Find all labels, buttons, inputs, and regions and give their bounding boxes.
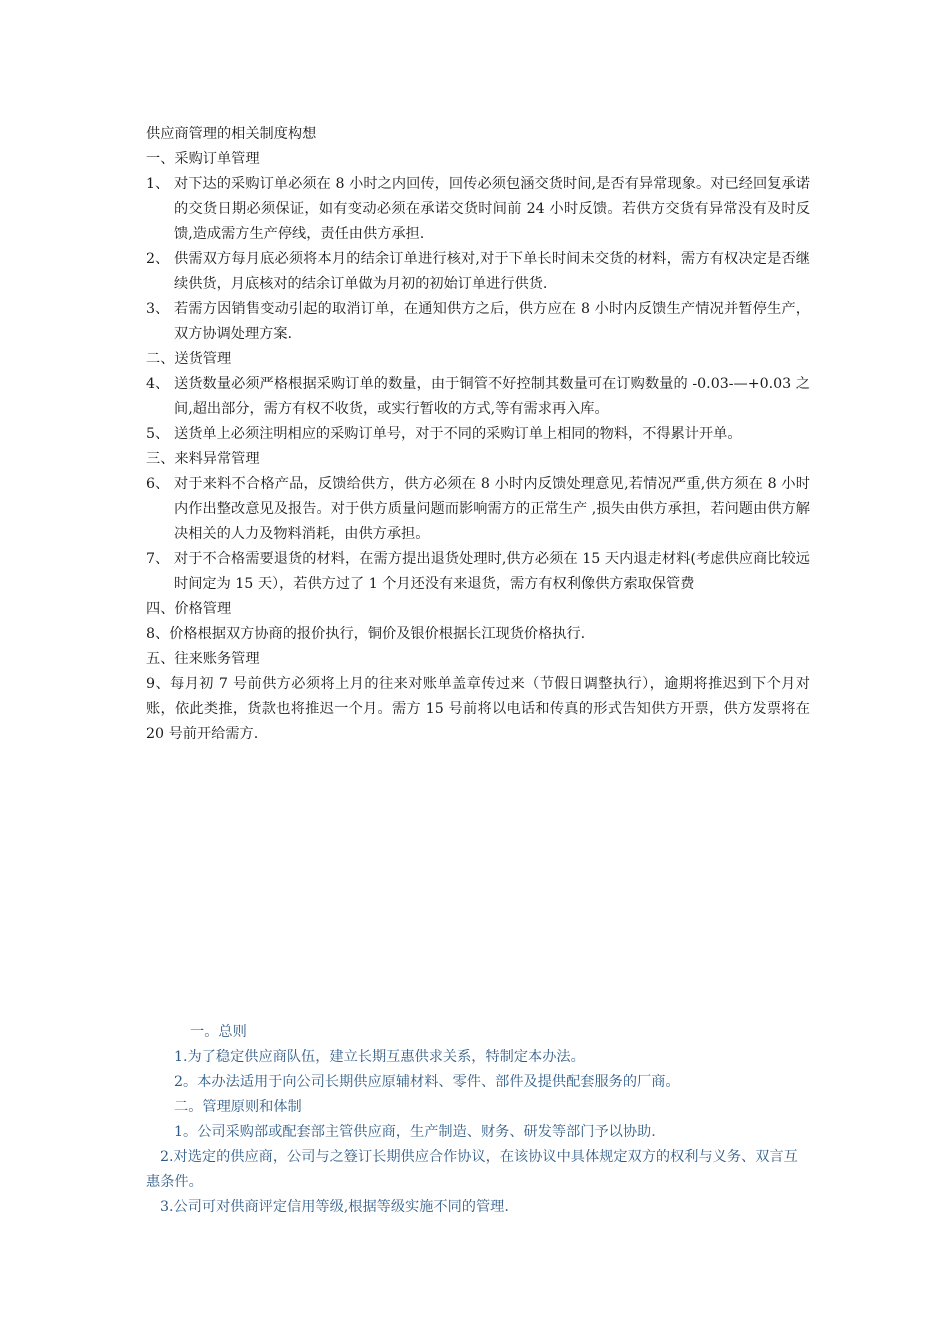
- section-heading-2: 二、送货管理: [146, 351, 232, 367]
- item-text: 对下达的采购订单必须在 8 小时之内回传，回传必须包涵交货时间,是否有异常现象。对已经回复承诺的交货日期必须保证，如有变动必须在承诺交货时间前 24 小时反馈。若供方交货有异常没有及时反馈,造成需方生产停线，责任由供方承担.: [174, 176, 810, 242]
- provision-line-4: 2.对选定的供应商，公司与之簦订长期供应合作协议，在该协议中具体规定双方的权利与义务、双言互惠条件。: [146, 1149, 798, 1190]
- general-provisions: [146, 1020, 810, 1220]
- list-item: [146, 547, 810, 597]
- item-text: 送货单上必须注明相应的采购订单号，对于不同的采购订单上相同的物料，不得累计开单。: [174, 426, 742, 442]
- provision-heading-2: 二。管理原则和体制: [174, 1099, 302, 1115]
- provision-line-5: 3.公司可对供商评定信用等级,根据等级实施不同的管理.: [160, 1199, 509, 1215]
- item-number: 1、: [146, 176, 170, 192]
- provision-heading-1: 一。总则: [190, 1024, 247, 1040]
- item-text: 若需方因销售变动引起的取消订单，在通知供方之后，供方应在 8 小时内反馈生产情况并暂停生产，双方协调处理方案.: [174, 301, 810, 342]
- list-item: [146, 297, 810, 347]
- policy-section: [146, 122, 810, 747]
- section-heading-4: 四、价格管理: [146, 601, 232, 617]
- list-item: [146, 422, 810, 447]
- list-item: [146, 472, 810, 547]
- section-heading-5: 五、往来账务管理: [146, 651, 260, 667]
- paragraph-9: 9、每月初 7 号前供方必须将上月的往来对账单盖章传过来（节假日调整执行），逾期将推迟到下个月对账，依此类推，货款也将推迟一个月。需方 15 号前将以电话和传真的形式告知供方开票，供方发票将在 20 号前开给需方.: [146, 676, 810, 742]
- item-number: 6、: [146, 476, 170, 492]
- list-item: [146, 247, 810, 297]
- item-number: 4、: [146, 376, 170, 392]
- list-item: [146, 372, 810, 422]
- list-item: [146, 172, 810, 247]
- paragraph-8: 8、价格根据双方协商的报价执行，铜价及银价根据长江现货价格执行.: [146, 626, 586, 642]
- section-heading-3: 三、来料异常管理: [146, 451, 260, 467]
- provision-line-3: 1。公司采购部或配套部主管供应商，生产制造、财务、研发等部门予以协助.: [174, 1124, 656, 1140]
- item-number: 7、: [146, 551, 170, 567]
- item-text: 送货数量必须严格根据采购订单的数量，由于铜管不好控制其数量可在订购数量的 -0.03-—+0.03 之间,超出部分，需方有权不收货，或实行暂收的方式,等有需求再入库。: [174, 376, 810, 417]
- provision-line-1: 1.为了稳定供应商队伍，建立长期互惠供求关系，特制定本办法。: [174, 1049, 585, 1065]
- item-text: 对于来料不合格产品，反馈给供方，供方必须在 8 小时内反馈处理意见,若情况严重,供方须在 8 小时内作出整改意见及报告。对于供方质量问题而影响需方的正常生产 ,损失由供方承担，若问题由供方解决相关的人力及物料消耗，由供方承担。: [174, 476, 810, 542]
- document-title: 供应商管理的相关制度构想: [146, 126, 317, 142]
- item-number: 2、: [146, 251, 170, 267]
- item-number: 5、: [146, 426, 170, 442]
- item-text: 供需双方每月底必须将本月的结余订单进行核对,对于下单长时间未交货的材料，需方有权决定是否继续供货，月底核对的结余订单做为月初的初始订单进行供货.: [174, 251, 810, 292]
- provision-line-2: 2。本办法适用于向公司长期供应原辅材料、零件、部件及提供配套服务的厂商。: [174, 1074, 680, 1090]
- section-heading-1: 一、采购订单管理: [146, 151, 260, 167]
- item-text: 对于不合格需要退货的材料，在需方提出退货处理时,供方必须在 15 天内退走材料(考虑供应商比较远时间定为 15 天），若供方过了 1 个月还没有来退货，需方有权利像供方索取保管费: [174, 551, 810, 592]
- item-number: 3、: [146, 301, 170, 317]
